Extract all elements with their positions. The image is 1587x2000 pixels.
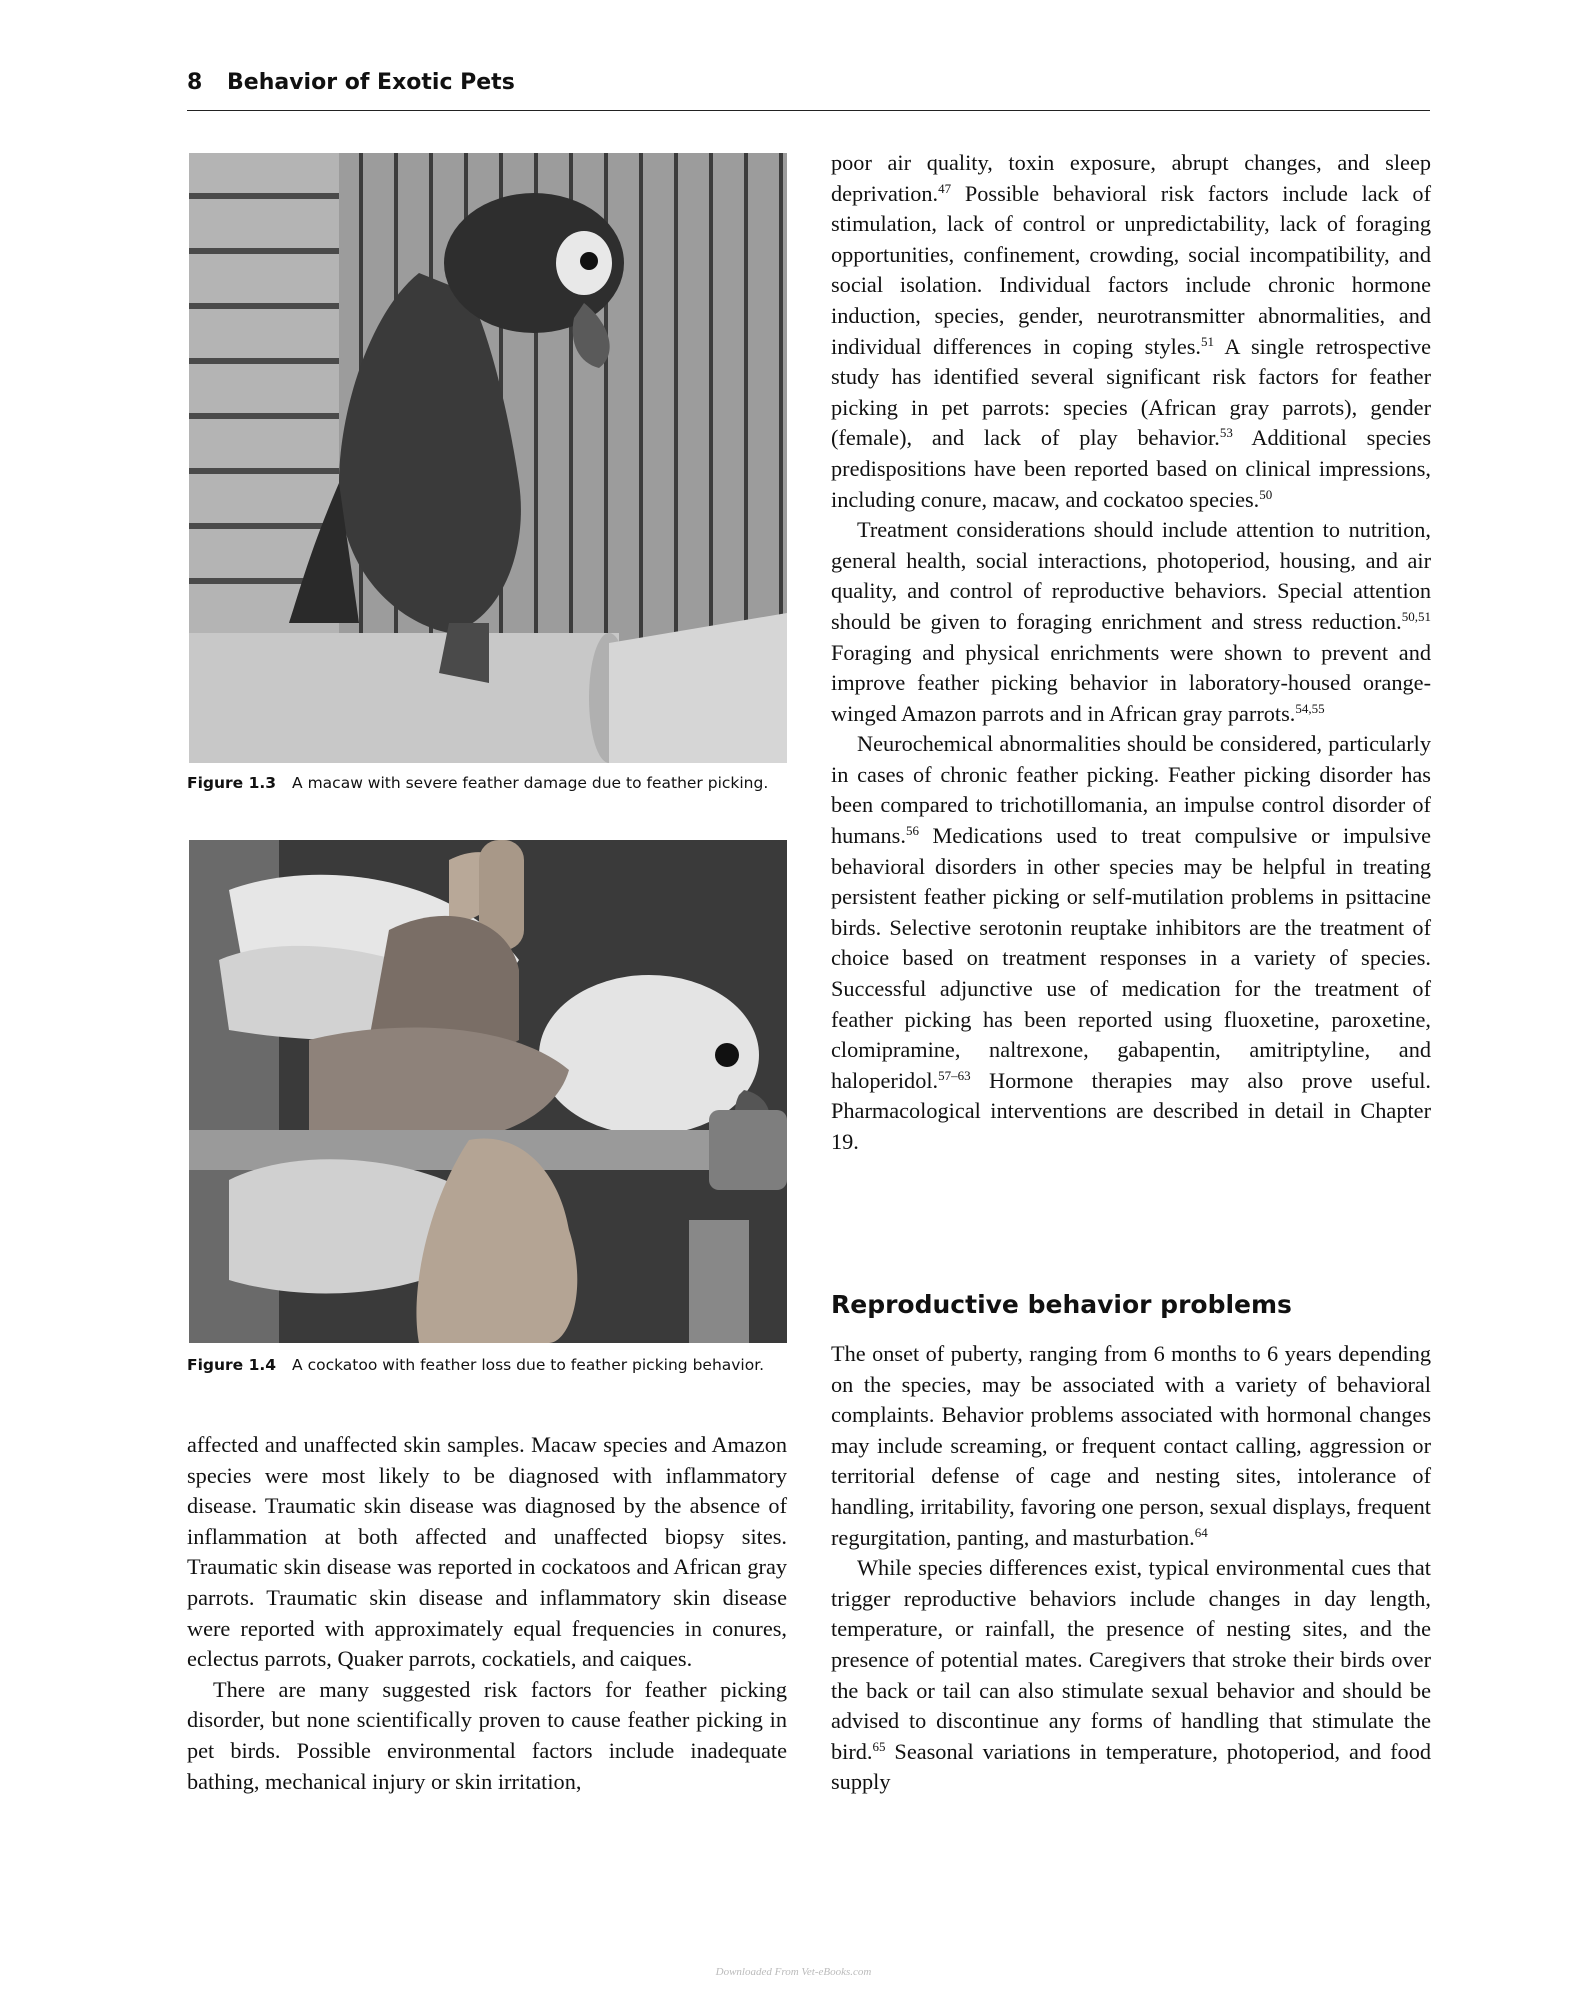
section-heading: Reproductive behavior problems xyxy=(831,1290,1292,1319)
right-column-lower xyxy=(831,1339,1431,1798)
figure-label: Figure 1.3 xyxy=(187,774,277,792)
paragraph: The onset of puberty, ranging from 6 months to 6 years depending on the species, may be associated with a variety of behavioral complaints. Behavior problems associated with hormonal changes may include screaming, or frequent contact calling, aggression or territorial defense of cage and nesting sites, intolerance of handling, irritability, favoring one person, sexual displays, frequent regurgitation, panting, and masturbation.$^{64}$ xyxy=(831,1341,1431,1550)
citation: 54,55 xyxy=(1295,700,1325,716)
paragraph: Neurochemical abnormalities should be considered, particularly in cases of chronic feather picking. Feather picking disorder has been compared to trichotillomania, an impulse control disorder of humans.$^{56}$ Medications used to treat compulsive or impulsive behavioral disorders in other species may be helpful in treating persistent feather picking or self-mutilation problems in psittacine birds. Selective serotonin reuptake inhibitors are the treatment of choice based on treatment responses in a variety of species. Successful adjunctive use of medication for the treatment of feather picking has been reported using fluoxetine, paroxetine, clomipramine, naltrexone, gabapentin, amitriptyline, and haloperidol.$^{57-63}$ Hormone therapies may also prove useful. Pharmacological interventions are described in detail in Chapter 19. xyxy=(831,731,1431,1154)
citation: 56 xyxy=(905,823,919,839)
citation: 65 xyxy=(872,1738,886,1754)
citation: 57–63 xyxy=(938,1067,971,1083)
paragraph: Treatment considerations should include attention to nutrition, general health, social interactions, photoperiod, housing, and air quality, and control of reproductive behaviors. Special attention should be given to foraging enrichment and stress reduction.$^{50,51}$ Foraging and physical enrichments were shown to prevent and improve feather picking behavior in laboratory-housed orange-winged Amazon parrots and in African gray parrots.$^{54,55}$ xyxy=(831,517,1431,726)
caption-text: A cockatoo with feather loss due to feather picking behavior. xyxy=(292,1356,765,1374)
citation: 51 xyxy=(1201,333,1215,349)
figure-1-4-caption xyxy=(187,1356,764,1374)
citation: 50,51 xyxy=(1401,608,1431,624)
paragraph: There are many suggested risk factors for feather picking disorder, but none scientifically proven to cause feather picking in pet birds. Possible environmental factors include inadequate bathing, mechanical injury or skin irritation, xyxy=(187,1676,787,1794)
running-head xyxy=(187,66,1430,111)
download-watermark: Downloaded From Vet-eBooks.com xyxy=(715,1966,872,1978)
left-column xyxy=(187,1430,787,1797)
paragraph: poor air quality, toxin exposure, abrupt changes, and sleep deprivation.$^{47}$ Possible behavioral risk factors include lack of stimulation, lack of control or unpredictability, lack of foraging opportunities, confinement, crowding, social incompatibility, and social isolation. Individual factors include chronic hormone induction, species, gender, neurotransmitter abnormalities, and individual differences in coping styles.$^{51}$ A single retrospective study has identified several significant risk factors for feather picking in pet parrots: species (African gray parrots), gender (female), and lack of play behavior.$^{53}$ Additional species predispositions have been reported based on clinical impressions, including conure, macaw, and cockatoo species.$^{50}$ xyxy=(831,150,1431,512)
citation: 50 xyxy=(1259,486,1273,502)
paragraph: While species differences exist, typical environmental cues that trigger reproductive behaviors include changes in day length, temperature, or rainfall, the presence of nesting sites, and the presence of potential mates. Caregivers that stroke their birds over the back or tail can also stimulate sexual behavior and should be advised to discontinue any forms of handling that stimulate the bird.$^{65}$ Seasonal variations in temperature, photoperiod, and food supply xyxy=(831,1555,1431,1795)
paragraph: affected and unaffected skin samples. Macaw species and Amazon species were most likely to be diagnosed with inflammatory disease. Traumatic skin disease was diagnosed by the absence of inflammation at both affected and unaffected biopsy sites. Traumatic skin disease was reported in cockatoos and African gray parrots. Traumatic skin disease and inflammatory skin disease were reported with approximately equal frequencies in conures, eclectus parrots, Quaker parrots, cockatiels, and caiques. xyxy=(187,1432,787,1672)
figure-1-3-macaw-photo xyxy=(189,153,787,763)
page-number: 8 xyxy=(187,70,203,95)
figure-label: Figure 1.4 xyxy=(187,1356,277,1374)
caption-text: A macaw with severe feather damage due to feather picking. xyxy=(292,774,769,792)
citation: 47 xyxy=(938,180,952,196)
citation: 53 xyxy=(1219,425,1233,441)
right-column-upper xyxy=(831,148,1431,1158)
figure-1-3-caption xyxy=(187,774,768,792)
book-title: Behavior of Exotic Pets xyxy=(227,70,515,95)
citation: 64 xyxy=(1194,1524,1208,1540)
figure-1-4-cockatoo-photo xyxy=(189,840,787,1343)
